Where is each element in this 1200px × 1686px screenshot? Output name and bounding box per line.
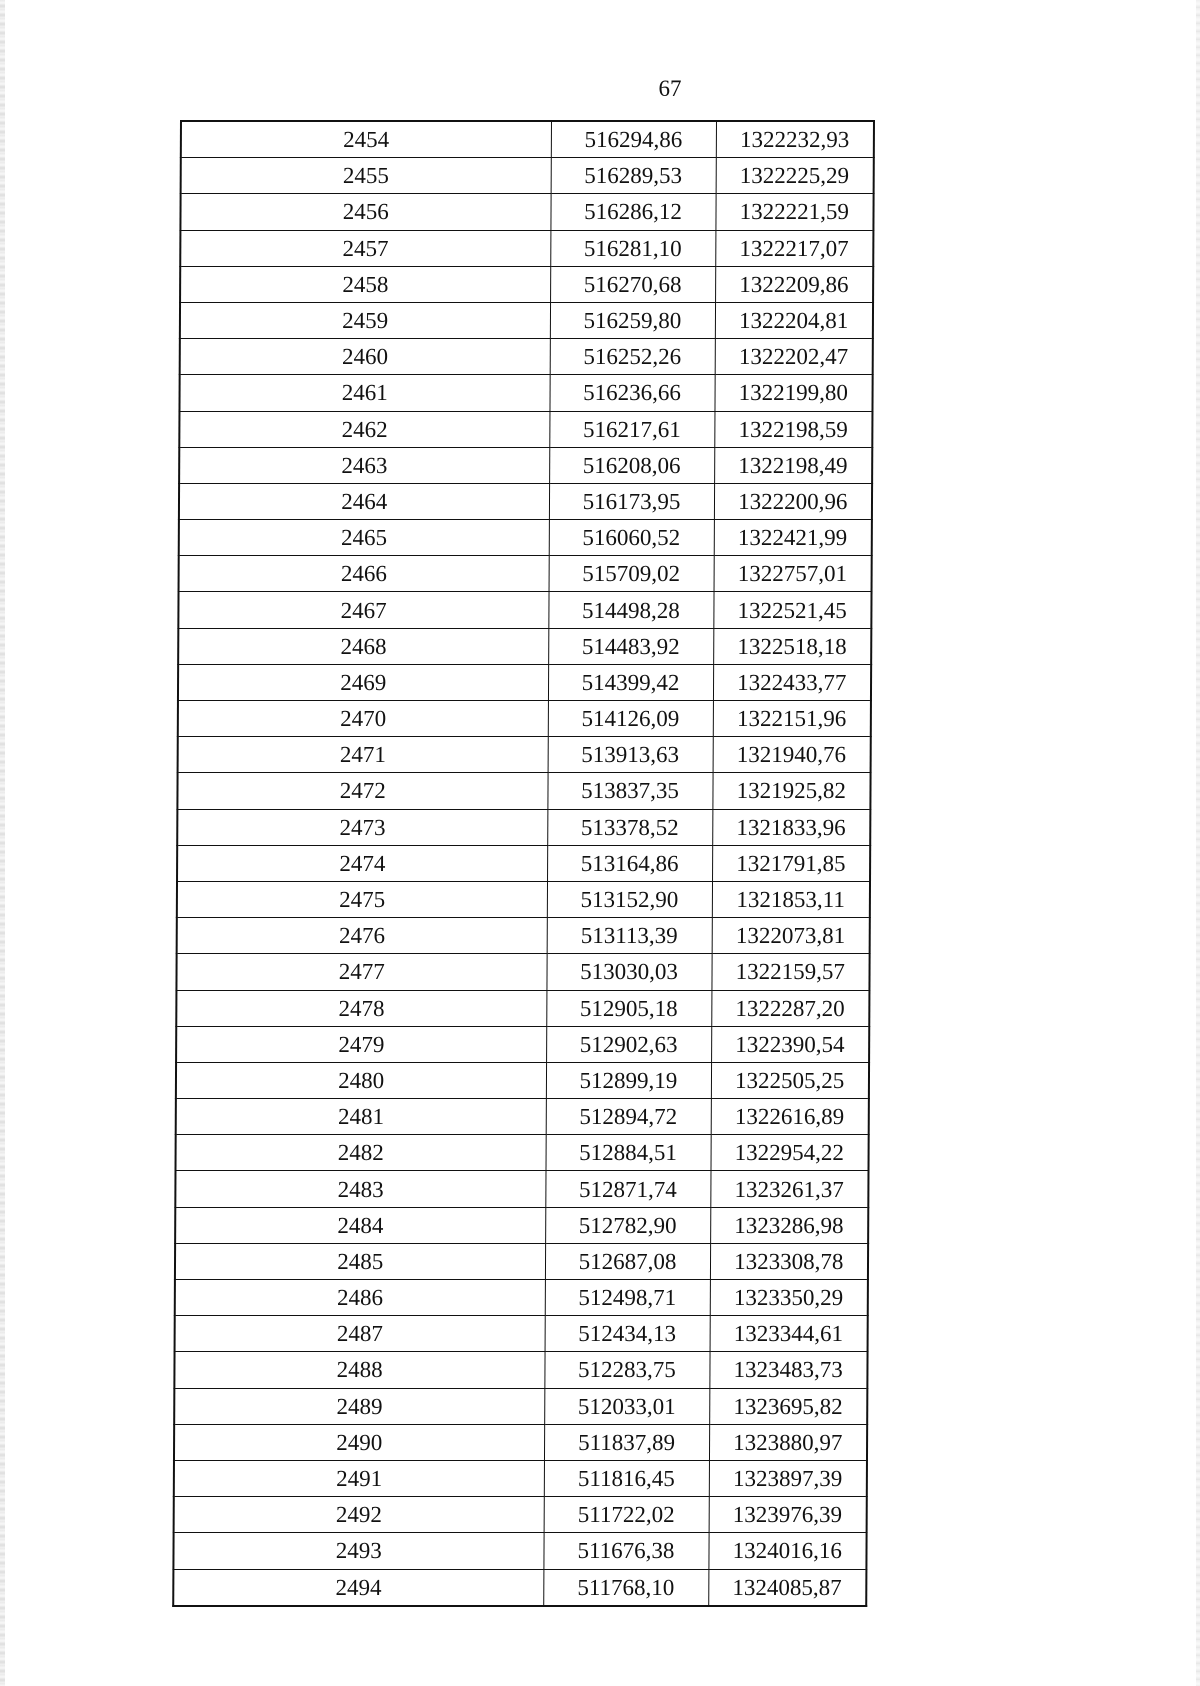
x-coordinate-cell: 516289,53	[551, 158, 716, 194]
x-coordinate-cell: 512899,19	[546, 1062, 711, 1098]
x-coordinate-cell: 512498,71	[545, 1280, 710, 1316]
page-number: 67	[658, 76, 682, 101]
table-row	[179, 411, 872, 447]
point-number-cell: 2474	[177, 845, 547, 881]
y-coordinate-cell: 1322199,80	[714, 375, 872, 411]
table-row	[176, 990, 869, 1026]
point-number-cell: 2479	[176, 1026, 546, 1062]
table-row	[174, 1497, 867, 1533]
table-row	[177, 845, 870, 881]
y-coordinate-cell: 1322521,45	[713, 592, 871, 628]
table-row	[175, 1135, 868, 1171]
x-coordinate-cell: 513030,03	[546, 954, 711, 990]
point-number-cell: 2475	[177, 881, 547, 917]
y-coordinate-cell: 1323897,39	[709, 1460, 867, 1496]
y-coordinate-cell: 1323350,29	[710, 1280, 868, 1316]
y-coordinate-cell: 1323695,82	[709, 1388, 867, 1424]
y-coordinate-cell: 1322433,77	[713, 664, 871, 700]
table-row	[177, 809, 870, 845]
y-coordinate-cell: 1322151,96	[713, 701, 871, 737]
y-coordinate-cell: 1322198,49	[714, 447, 872, 483]
point-number-cell: 2491	[174, 1460, 544, 1496]
table-row	[180, 230, 873, 266]
coordinates-table-body	[173, 121, 874, 1606]
table-row	[179, 520, 872, 556]
x-coordinate-cell: 516270,68	[550, 266, 715, 302]
point-number-cell: 2484	[175, 1207, 545, 1243]
y-coordinate-cell: 1323308,78	[710, 1243, 868, 1279]
y-coordinate-cell: 1322616,89	[711, 1099, 869, 1135]
table-row	[179, 447, 872, 483]
y-coordinate-cell: 1322954,22	[710, 1135, 868, 1171]
table-row	[175, 1280, 868, 1316]
table-row	[181, 158, 874, 194]
x-coordinate-cell: 513913,63	[548, 737, 713, 773]
table-row	[174, 1388, 867, 1424]
y-coordinate-cell: 1323261,37	[710, 1171, 868, 1207]
y-coordinate-cell: 1324016,16	[708, 1533, 866, 1569]
point-number-cell: 2468	[178, 628, 548, 664]
x-coordinate-cell: 516252,26	[550, 339, 715, 375]
point-number-cell: 2489	[174, 1388, 544, 1424]
point-number-cell: 2455	[181, 158, 551, 194]
table-row	[179, 556, 872, 592]
table-row	[178, 628, 871, 664]
y-coordinate-cell: 1322757,01	[714, 556, 872, 592]
x-coordinate-cell: 511768,10	[543, 1569, 708, 1606]
table-row	[174, 1460, 867, 1496]
x-coordinate-cell: 511816,45	[544, 1460, 709, 1496]
x-coordinate-cell: 516060,52	[549, 520, 714, 556]
y-coordinate-cell: 1322505,25	[711, 1062, 869, 1098]
table-row	[180, 266, 873, 302]
x-coordinate-cell: 516286,12	[550, 194, 715, 230]
x-coordinate-cell: 515709,02	[549, 556, 714, 592]
x-coordinate-cell: 516173,95	[549, 483, 714, 519]
x-coordinate-cell: 511722,02	[544, 1497, 709, 1533]
table-row	[176, 954, 869, 990]
y-coordinate-cell: 1322287,20	[711, 990, 869, 1026]
x-coordinate-cell: 514483,92	[548, 628, 713, 664]
point-number-cell: 2478	[176, 990, 546, 1026]
x-coordinate-cell: 511676,38	[543, 1533, 708, 1569]
x-coordinate-cell: 512871,74	[545, 1171, 710, 1207]
y-coordinate-cell: 1322198,59	[714, 411, 872, 447]
x-coordinate-cell: 512283,75	[544, 1352, 709, 1388]
table-row	[175, 1207, 868, 1243]
point-number-cell: 2476	[177, 918, 547, 954]
table-row	[175, 1171, 868, 1207]
point-number-cell: 2477	[176, 954, 546, 990]
table-row	[178, 592, 871, 628]
table-row	[173, 1533, 866, 1569]
table-row	[180, 339, 873, 375]
y-coordinate-cell: 1323483,73	[709, 1352, 867, 1388]
table-row	[175, 1316, 868, 1352]
point-number-cell: 2483	[175, 1171, 545, 1207]
table-row	[173, 1569, 866, 1606]
table-row	[181, 121, 874, 158]
point-number-cell: 2457	[180, 230, 550, 266]
table-row	[176, 1062, 869, 1098]
table-row	[176, 1099, 869, 1135]
point-number-cell: 2464	[179, 483, 549, 519]
point-number-cell: 2490	[174, 1424, 544, 1460]
x-coordinate-cell: 513164,86	[547, 845, 712, 881]
y-coordinate-cell: 1321940,76	[713, 737, 871, 773]
point-number-cell: 2486	[175, 1280, 545, 1316]
x-coordinate-cell: 511837,89	[544, 1424, 709, 1460]
y-coordinate-cell: 1323880,97	[709, 1424, 867, 1460]
y-coordinate-cell: 1322202,47	[715, 339, 873, 375]
x-coordinate-cell: 512905,18	[546, 990, 711, 1026]
x-coordinate-cell: 514498,28	[548, 592, 713, 628]
point-number-cell: 2480	[176, 1062, 546, 1098]
point-number-cell: 2466	[179, 556, 549, 592]
table-row	[174, 1352, 867, 1388]
table-row	[175, 1243, 868, 1279]
point-number-cell: 2461	[179, 375, 549, 411]
table-row	[178, 737, 871, 773]
y-coordinate-cell: 1323286,98	[710, 1207, 868, 1243]
point-number-cell: 2482	[175, 1135, 545, 1171]
y-coordinate-cell: 1322204,81	[715, 302, 873, 338]
x-coordinate-cell: 512687,08	[545, 1243, 710, 1279]
x-coordinate-cell: 516217,61	[549, 411, 714, 447]
table-row	[178, 701, 871, 737]
y-coordinate-cell: 1322421,99	[714, 520, 872, 556]
x-coordinate-cell: 516236,66	[549, 375, 714, 411]
x-coordinate-cell: 512884,51	[545, 1135, 710, 1171]
table-row	[177, 918, 870, 954]
point-number-cell: 2485	[175, 1243, 545, 1279]
point-number-cell: 2493	[173, 1533, 543, 1569]
point-number-cell: 2471	[178, 737, 548, 773]
scan-edge-right	[1196, 0, 1200, 1686]
y-coordinate-cell: 1321791,85	[712, 845, 870, 881]
y-coordinate-cell: 1322518,18	[713, 628, 871, 664]
x-coordinate-cell: 516208,06	[549, 447, 714, 483]
y-coordinate-cell: 1322073,81	[712, 918, 870, 954]
point-number-cell: 2470	[178, 701, 548, 737]
x-coordinate-cell: 514399,42	[548, 664, 713, 700]
point-number-cell: 2472	[177, 773, 547, 809]
x-coordinate-cell: 513837,35	[547, 773, 712, 809]
point-number-cell: 2492	[174, 1497, 544, 1533]
x-coordinate-cell: 513378,52	[547, 809, 712, 845]
y-coordinate-cell: 1321833,96	[712, 809, 870, 845]
point-number-cell: 2494	[173, 1569, 543, 1606]
x-coordinate-cell: 516294,86	[551, 121, 716, 158]
point-number-cell: 2481	[176, 1099, 546, 1135]
point-number-cell: 2465	[179, 520, 549, 556]
y-coordinate-cell: 1323344,61	[710, 1316, 868, 1352]
x-coordinate-cell: 516259,80	[550, 302, 715, 338]
table-row	[180, 302, 873, 338]
x-coordinate-cell: 513113,39	[547, 918, 712, 954]
scan-edge-left	[0, 0, 5, 1686]
table-row	[177, 881, 870, 917]
point-number-cell: 2463	[179, 447, 549, 483]
y-coordinate-cell: 1321925,82	[712, 773, 870, 809]
x-coordinate-cell: 513152,90	[547, 881, 712, 917]
point-number-cell: 2459	[180, 302, 550, 338]
y-coordinate-cell: 1323976,39	[709, 1497, 867, 1533]
coordinates-table	[172, 120, 875, 1607]
x-coordinate-cell: 512434,13	[545, 1316, 710, 1352]
point-number-cell: 2473	[177, 809, 547, 845]
table-row	[179, 375, 872, 411]
x-coordinate-cell: 512782,90	[545, 1207, 710, 1243]
y-coordinate-cell: 1322232,93	[716, 121, 874, 158]
y-coordinate-cell: 1322209,86	[715, 266, 873, 302]
x-coordinate-cell: 514126,09	[548, 701, 713, 737]
y-coordinate-cell: 1322225,29	[716, 158, 874, 194]
y-coordinate-cell: 1322390,54	[711, 1026, 869, 1062]
point-number-cell: 2487	[175, 1316, 545, 1352]
y-coordinate-cell: 1322221,59	[715, 194, 873, 230]
x-coordinate-cell: 512902,63	[546, 1026, 711, 1062]
x-coordinate-cell: 512033,01	[544, 1388, 709, 1424]
y-coordinate-cell: 1321853,11	[712, 881, 870, 917]
y-coordinate-cell: 1322217,07	[715, 230, 873, 266]
point-number-cell: 2469	[178, 664, 548, 700]
point-number-cell: 2460	[180, 339, 550, 375]
point-number-cell: 2462	[179, 411, 549, 447]
point-number-cell: 2467	[178, 592, 548, 628]
y-coordinate-cell: 1324085,87	[708, 1569, 866, 1606]
table-row	[176, 1026, 869, 1062]
x-coordinate-cell: 512894,72	[546, 1099, 711, 1135]
table-row	[179, 483, 872, 519]
point-number-cell: 2458	[180, 266, 550, 302]
table-row	[174, 1424, 867, 1460]
point-number-cell: 2456	[180, 194, 550, 230]
y-coordinate-cell: 1322200,96	[714, 483, 872, 519]
y-coordinate-cell: 1322159,57	[711, 954, 869, 990]
point-number-cell: 2488	[174, 1352, 544, 1388]
table-row	[180, 194, 873, 230]
table-row	[177, 773, 870, 809]
x-coordinate-cell: 516281,10	[550, 230, 715, 266]
table-row	[178, 664, 871, 700]
point-number-cell: 2454	[181, 121, 551, 158]
